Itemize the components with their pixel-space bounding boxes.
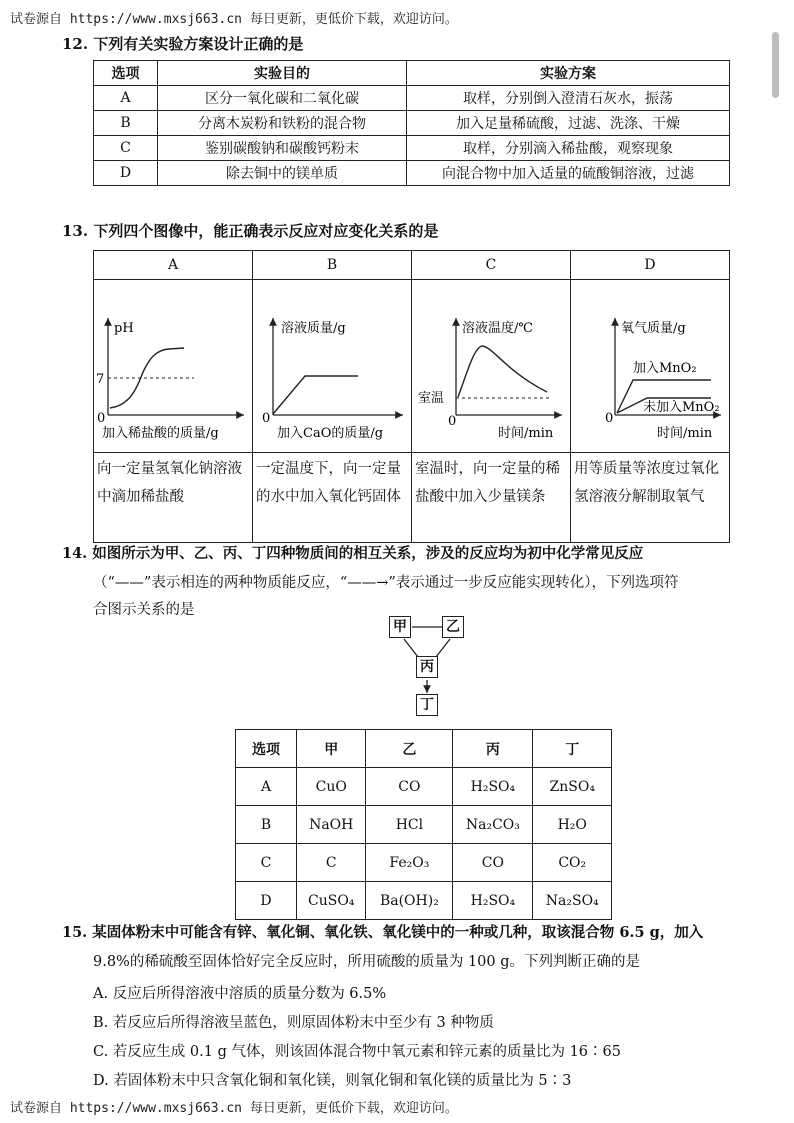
table-cell: ZnSO₄ — [533, 768, 612, 806]
y-axis-label: 氧气质量/g — [621, 321, 686, 336]
table-row — [236, 844, 612, 882]
origin-label: 0 — [605, 411, 614, 426]
table-cell: C — [94, 136, 158, 161]
option-label-c: C — [412, 251, 571, 280]
node-bing: 丙 — [416, 656, 438, 678]
table-header: 选项 — [236, 730, 297, 768]
graph-b-cell — [253, 280, 412, 453]
table-cell: 向混合物中加入适量的硫酸铜溶液，过滤 — [407, 161, 730, 186]
y-axis-label: 溶液质量/g — [281, 321, 346, 336]
origin-label: 0 — [262, 411, 271, 426]
table-row — [236, 882, 612, 920]
table-cell: CO₂ — [533, 844, 612, 882]
table-cell: A — [236, 768, 297, 806]
table-cell: HCl — [366, 806, 453, 844]
table-cell: CuSO₄ — [297, 882, 366, 920]
q13-graph-row — [94, 280, 730, 453]
tick-label: 室温 — [418, 391, 445, 406]
graph-c-cell — [412, 280, 571, 453]
watermark-bottom: 试卷源自 https://www.mxsj663.cn 每日更新，更低价下载，欢迎访问。 — [10, 1101, 458, 1116]
x-axis-label: 加入稀盐酸的质量/g — [102, 426, 219, 441]
table-cell: H₂SO₄ — [453, 882, 533, 920]
link-jia-bing — [404, 639, 418, 657]
table-cell: Ba(OH)₂ — [366, 882, 453, 920]
node-jia: 甲 — [389, 616, 411, 638]
table-cell: 鉴别碳酸钠和碳酸钙粉末 — [158, 136, 407, 161]
table-header: 丙 — [453, 730, 533, 768]
graph-b — [253, 280, 411, 448]
option-label-d: D — [571, 251, 730, 280]
watermark-top: 试卷源自 https://www.mxsj663.cn 每日更新，更低价下载，欢迎访问。 — [10, 12, 458, 27]
table-header: 丁 — [533, 730, 612, 768]
node-ding: 丁 — [416, 694, 438, 716]
table-cell: C — [297, 844, 366, 882]
table-cell: CO — [366, 768, 453, 806]
table-header: 乙 — [366, 730, 453, 768]
x-axis-label: 加入CaO的质量/g — [277, 426, 384, 441]
q15-option-b: B. 若反应后所得溶液呈蓝色，则原固体粉末中至少有 3 种物质 — [93, 1015, 494, 1031]
table-header: 实验目的 — [158, 61, 407, 86]
table-row — [236, 768, 612, 806]
x-axis-label: 时间/min — [498, 426, 554, 441]
table-cell: Na₂CO₃ — [453, 806, 533, 844]
table-header: 选项 — [94, 61, 158, 86]
q15-option-c: C. 若反应生成 0.1 g 气体，则该固体混合物中氧元素和锌元素的质量比为 16∶65 — [93, 1044, 621, 1060]
q14-table — [235, 729, 612, 920]
table-cell: 取样，分别滴入稀盐酸，观察现象 — [407, 136, 730, 161]
table-cell: 分离木炭粉和铁粉的混合物 — [158, 111, 407, 136]
q13-table — [93, 250, 730, 543]
link-yi-bing — [436, 639, 450, 657]
x-axis-label: 时间/min — [657, 426, 713, 441]
q15-option-a: A. 反应后所得溶液中溶质的质量分数为 6.5% — [93, 986, 387, 1002]
table-header: 实验方案 — [407, 61, 730, 86]
y-axis-label: pH — [114, 321, 134, 336]
table-cell: Na₂SO₄ — [533, 882, 612, 920]
tick-label: 7 — [96, 372, 105, 387]
scrollbar-thumb[interactable] — [772, 32, 779, 98]
description-b: 一定温度下，向一定量的水中加入氧化钙固体 — [253, 453, 412, 543]
q13-option-row — [94, 251, 730, 280]
curve-label: 加入MnO₂ — [633, 361, 697, 376]
table-row — [94, 161, 730, 186]
table-row — [94, 111, 730, 136]
table-cell: C — [236, 844, 297, 882]
table-cell: B — [94, 111, 158, 136]
table-row — [236, 806, 612, 844]
table-cell: CuO — [297, 768, 366, 806]
graph-d — [571, 280, 729, 448]
table-cell: D — [94, 161, 158, 186]
node-yi: 乙 — [442, 616, 464, 638]
option-label-a: A — [94, 251, 253, 280]
table-cell: 加入足量稀硫酸，过滤、洗涤、干燥 — [407, 111, 730, 136]
table-header: 甲 — [297, 730, 366, 768]
table-cell: B — [236, 806, 297, 844]
table-header-row — [94, 61, 730, 86]
mass-curve — [273, 376, 358, 414]
q13-stem: 13. 下列四个图像中，能正确表示反应对应变化关系的是 — [62, 222, 439, 240]
curve-label: 未加入MnO₂ — [643, 400, 720, 415]
description-d: 用等质量等浓度过氧化氢溶液分解制取氧气 — [571, 453, 730, 543]
table-cell: H₂SO₄ — [453, 768, 533, 806]
q13-description-row — [94, 453, 730, 543]
q12-table — [93, 60, 730, 186]
option-label-b: B — [253, 251, 412, 280]
description-c: 室温时，向一定量的稀盐酸中加入少量镁条 — [412, 453, 571, 543]
table-row — [94, 86, 730, 111]
graph-a — [94, 280, 252, 448]
q15-stem-line1: 15. 某固体粉末中可能含有锌、氧化铜、氧化铁、氧化镁中的一种或几种，取该混合物 6.5 g，加入 — [62, 924, 704, 941]
table-cell: 除去铜中的镁单质 — [158, 161, 407, 186]
table-cell: D — [236, 882, 297, 920]
q14-stem-line3: 合图示关系的是 — [93, 602, 195, 618]
table-cell: NaOH — [297, 806, 366, 844]
origin-label: 0 — [97, 411, 106, 426]
q15-stem-line2: 9.8%的稀硫酸至固体恰好完全反应时，所用硫酸的质量为 100 g。下列判断正确的是 — [93, 954, 641, 970]
table-cell: 取样，分别倒入澄清石灰水，振荡 — [407, 86, 730, 111]
q12-stem: 12. 下列有关实验方案设计正确的是 — [62, 35, 304, 53]
y-axis-label: 溶液温度/℃ — [462, 321, 533, 336]
table-cell: Fe₂O₃ — [366, 844, 453, 882]
table-cell: A — [94, 86, 158, 111]
q14-stem-line1: 14. 如图所示为甲、乙、丙、丁四种物质间的相互关系，涉及的反应均为初中化学常见反应 — [62, 545, 644, 562]
origin-label: 0 — [448, 414, 457, 429]
table-cell: CO — [453, 844, 533, 882]
q15-option-d: D. 若固体粉末中只含氧化铜和氧化镁，则氧化铜和氧化镁的质量比为 5∶3 — [93, 1073, 572, 1089]
graph-c — [412, 280, 570, 448]
graph-a-cell — [94, 280, 253, 453]
temperature-curve — [458, 346, 547, 397]
description-a: 向一定量氢氧化钠溶液中滴加稀盐酸 — [94, 453, 253, 543]
graph-d-cell — [571, 280, 730, 453]
table-row — [94, 136, 730, 161]
table-header-row — [236, 730, 612, 768]
q14-stem-line2: （“——”表示相连的两种物质能反应，“——→”表示通过一步反应能实现转化），下列选项符 — [93, 575, 679, 591]
table-cell: 区分一氧化碳和二氧化碳 — [158, 86, 407, 111]
table-cell: H₂O — [533, 806, 612, 844]
